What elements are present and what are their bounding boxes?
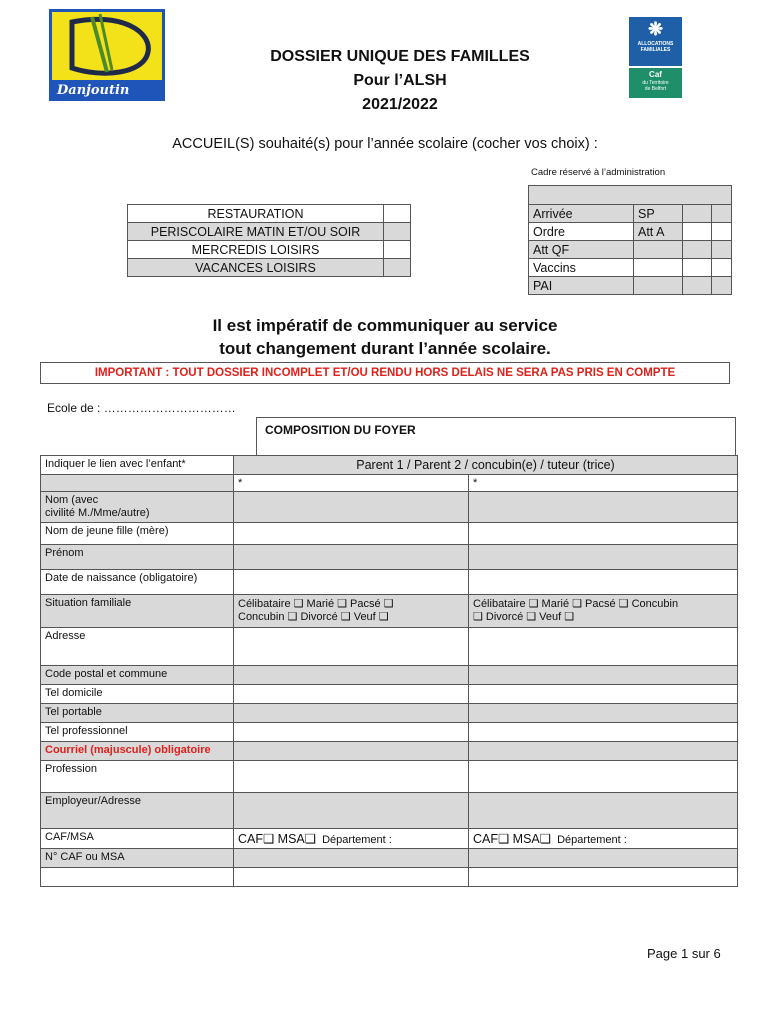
tel-pro-label: Tel professionnel xyxy=(41,723,234,742)
admin-checkbox[interactable] xyxy=(683,259,712,277)
nom-jeune-fille-label: Nom de jeune fille (mère) xyxy=(41,523,234,545)
danjoutin-logo xyxy=(49,9,165,101)
lien-label: Indiquer le lien avec l’enfant* xyxy=(41,456,234,475)
document-subtitle: Pour l’ALSH xyxy=(353,72,447,89)
caf-flower-icon: ❋ xyxy=(647,19,664,39)
tel-domicile-parent1[interactable] xyxy=(234,685,469,704)
lien-parent1[interactable]: * xyxy=(234,475,469,492)
cp-parent1[interactable] xyxy=(234,666,469,685)
employeur-parent2[interactable] xyxy=(469,793,738,829)
notice-line-1: Il est impératif de communiquer au service xyxy=(212,316,558,335)
tel-portable-parent1[interactable] xyxy=(234,704,469,723)
tel-portable-label: Tel portable xyxy=(41,704,234,723)
admin-checkbox[interactable] xyxy=(683,277,712,295)
profession-parent1[interactable] xyxy=(234,761,469,793)
caf-parent1[interactable]: CAF❑ MSA❑ Département : xyxy=(234,829,469,849)
admin-checkbox[interactable] xyxy=(712,259,732,277)
situation-parent2[interactable]: Célibataire ❑ Marié ❑ Pacsé ❑ Concubin ❑ Divorcé ❑ Veuf ❑ xyxy=(469,595,738,628)
danjoutin-d-icon xyxy=(52,12,162,80)
prenom-parent1[interactable] xyxy=(234,545,469,570)
admin-checkbox[interactable] xyxy=(683,223,712,241)
naissance-parent1[interactable] xyxy=(234,570,469,595)
num-caf-value-parent1[interactable] xyxy=(234,868,469,887)
tel-portable-parent2[interactable] xyxy=(469,704,738,723)
caf-parent2[interactable]: CAF❑ MSA❑ Département : xyxy=(469,829,738,849)
profession-parent2[interactable] xyxy=(469,761,738,793)
checkbox-vacances[interactable] xyxy=(384,259,411,277)
document-year: 2021/2022 xyxy=(362,96,438,113)
num-caf-label: N° CAF ou MSA xyxy=(41,849,234,868)
admin-table: Arrivée SP Ordre Att A Att QF Vaccins PAI xyxy=(528,185,732,295)
nom-parent2[interactable] xyxy=(469,492,738,523)
caf-label: CAF/MSA xyxy=(41,829,234,849)
foyer-table xyxy=(40,455,738,887)
checkbox-periscolaire[interactable] xyxy=(384,223,411,241)
ecole-field[interactable]: Ecole de : …………………………… xyxy=(47,401,236,415)
situation-parent1[interactable]: Célibataire ❑ Marié ❑ Pacsé ❑ Concubin ❑ Divorcé ❑ Veuf ❑ xyxy=(234,595,469,628)
accueil-prompt: ACCUEIL(S) souhaité(s) pour l’année scolaire (cocher vos choix) : xyxy=(172,136,598,152)
employeur-parent1[interactable] xyxy=(234,793,469,829)
num-caf-extra[interactable] xyxy=(41,868,234,887)
adresse-parent1[interactable] xyxy=(234,628,469,666)
nom-label: Nom (avec civilité M./Mme/autre) xyxy=(41,492,234,523)
courriel-parent2[interactable] xyxy=(469,742,738,761)
tel-pro-parent2[interactable] xyxy=(469,723,738,742)
courriel-label: Courriel (majuscule) obligatoire xyxy=(41,742,234,761)
admin-checkbox[interactable] xyxy=(712,241,732,259)
adresse-parent2[interactable] xyxy=(469,628,738,666)
danjoutin-name: Danjoutin xyxy=(57,83,130,98)
important-banner: IMPORTANT : TOUT DOSSIER INCOMPLET ET/OU RENDU HORS DELAIS NE SERA PAS PRIS EN COMPTE xyxy=(40,362,730,384)
profession-label: Profession xyxy=(41,761,234,793)
choice-periscolaire: PERISCOLAIRE MATIN ET/OU SOIR xyxy=(128,223,384,241)
tel-pro-parent1[interactable] xyxy=(234,723,469,742)
choice-restauration: RESTAURATION xyxy=(128,205,384,223)
parent-header: Parent 1 / Parent 2 / concubin(e) / tuteur (trice) xyxy=(234,456,738,475)
prenom-label: Prénom xyxy=(41,545,234,570)
naissance-label: Date de naissance (obligatoire) xyxy=(41,570,234,595)
composition-title: COMPOSITION DU FOYER xyxy=(256,417,736,455)
admin-checkbox[interactable] xyxy=(712,277,732,295)
naissance-parent2[interactable] xyxy=(469,570,738,595)
document-title: DOSSIER UNIQUE DES FAMILLES xyxy=(270,48,530,65)
admin-checkbox[interactable] xyxy=(712,205,732,223)
admin-checkbox[interactable] xyxy=(712,223,732,241)
employeur-label: Employeur/Adresse xyxy=(41,793,234,829)
lien-parent2[interactable]: * xyxy=(469,475,738,492)
num-caf-parent1[interactable] xyxy=(234,849,469,868)
adresse-label: Adresse xyxy=(41,628,234,666)
tel-domicile-parent2[interactable] xyxy=(469,685,738,704)
nom-jeune-fille-parent1[interactable] xyxy=(234,523,469,545)
nom-jeune-fille-parent2[interactable] xyxy=(469,523,738,545)
nom-parent1[interactable] xyxy=(234,492,469,523)
courriel-parent1[interactable] xyxy=(234,742,469,761)
tel-domicile-label: Tel domicile xyxy=(41,685,234,704)
prenom-parent2[interactable] xyxy=(469,545,738,570)
checkbox-mercredis[interactable] xyxy=(384,241,411,259)
notice-line-2: tout changement durant l’année scolaire. xyxy=(219,339,551,358)
admin-caption: Cadre réservé à l’administration xyxy=(531,167,666,178)
admin-checkbox[interactable] xyxy=(683,205,712,223)
situation-label: Situation familiale xyxy=(41,595,234,628)
num-caf-parent2[interactable] xyxy=(469,849,738,868)
choice-mercredis: MERCREDIS LOISIRS xyxy=(128,241,384,259)
cp-label: Code postal et commune xyxy=(41,666,234,685)
num-caf-value-parent2[interactable] xyxy=(469,868,738,887)
choice-vacances: VACANCES LOISIRS xyxy=(128,259,384,277)
cp-parent2[interactable] xyxy=(469,666,738,685)
checkbox-restauration[interactable] xyxy=(384,205,411,223)
admin-checkbox[interactable] xyxy=(683,241,712,259)
page-number: Page 1 sur 6 xyxy=(647,946,721,961)
caf-logo: ❋ ALLOCATIONS FAMILIALES Caf du Territoire de Belfort xyxy=(629,17,682,98)
accueil-choices-table xyxy=(127,204,411,277)
